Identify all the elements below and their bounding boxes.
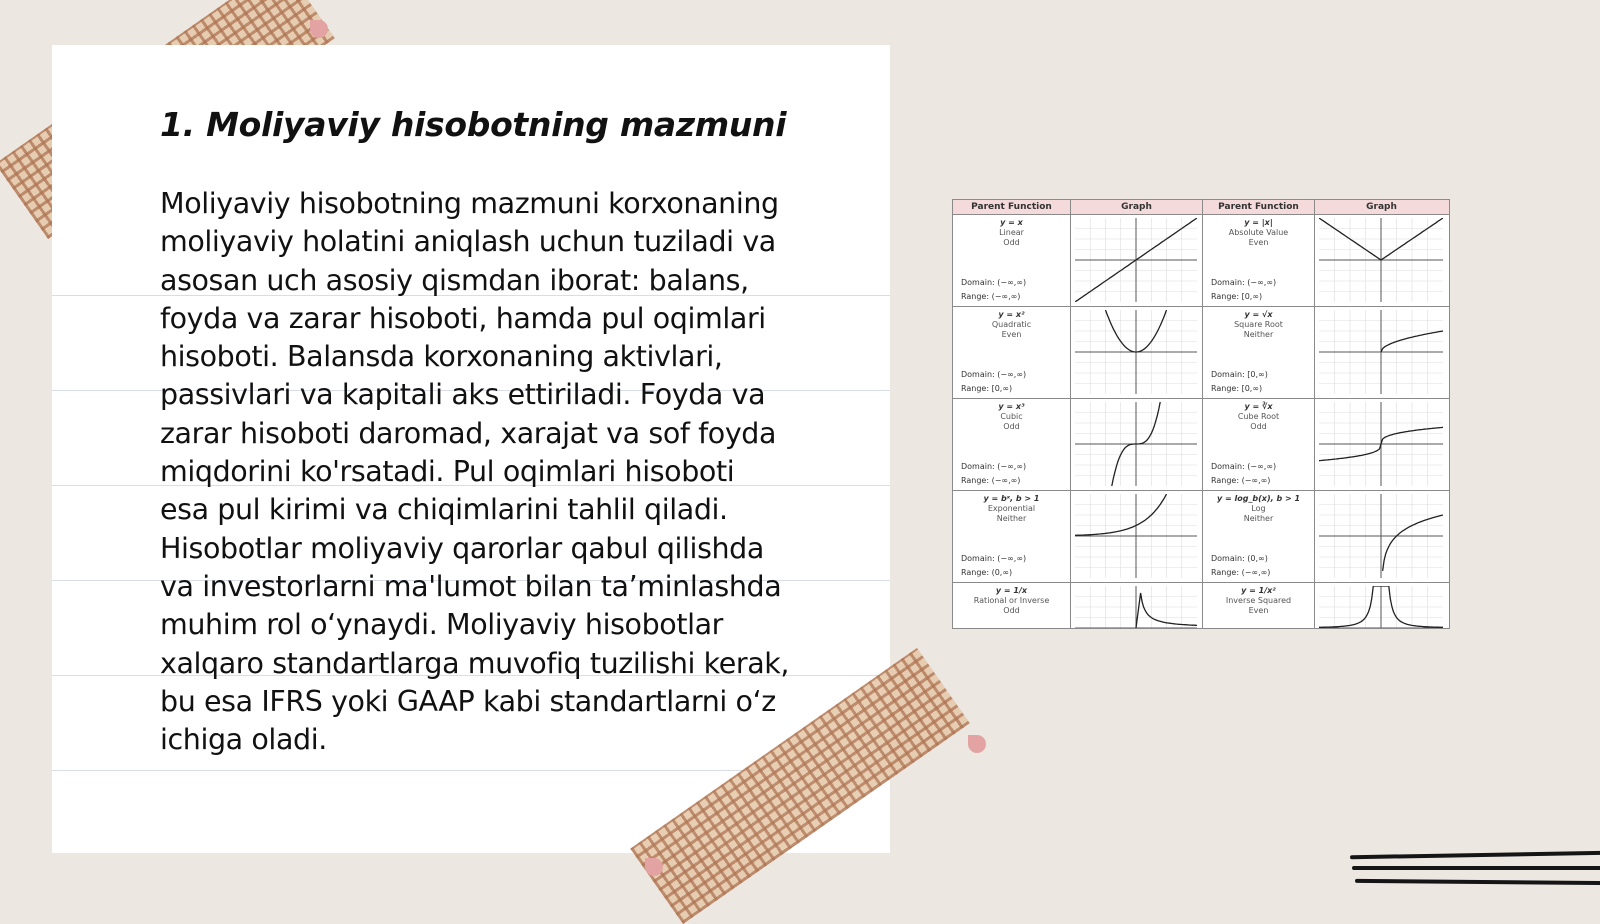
header-cell: Parent Function bbox=[1203, 200, 1315, 214]
function-formula: y = ∛x bbox=[1244, 402, 1273, 411]
function-graph bbox=[1075, 310, 1197, 394]
graph-cell bbox=[1071, 399, 1203, 490]
body-text-line: bu esa IFRS yoki GAAP kabi standartlarni o‘z bbox=[160, 684, 776, 718]
note-paper bbox=[52, 45, 890, 853]
decorative-brush-stroke bbox=[1355, 879, 1600, 885]
body-text-line: xalqaro standartlarga muvofiq tuzilishi kerak, bbox=[160, 646, 790, 680]
function-domain: Domain: (−∞,∞) bbox=[961, 554, 1027, 563]
function-parity: Odd bbox=[1003, 606, 1020, 615]
function-parity: Neither bbox=[1243, 330, 1274, 339]
function-graph bbox=[1075, 494, 1197, 578]
function-kind: Absolute Value bbox=[1228, 228, 1289, 237]
function-curve bbox=[1383, 515, 1443, 571]
graph-cell bbox=[1315, 491, 1448, 582]
function-formula: y = log_b(x), b > 1 bbox=[1216, 494, 1301, 503]
function-graph bbox=[1319, 586, 1443, 629]
function-domain: Domain: (−∞,∞) bbox=[961, 370, 1027, 379]
function-kind: Cube Root bbox=[1237, 412, 1280, 421]
table-row bbox=[953, 307, 1449, 399]
function-formula: y = x² bbox=[998, 310, 1025, 319]
graph-cell bbox=[1071, 215, 1203, 306]
function-parity: Neither bbox=[996, 514, 1027, 523]
function-parity: Neither bbox=[1243, 514, 1274, 523]
graph-cell bbox=[1071, 583, 1203, 629]
function-range: Range: (−∞,∞) bbox=[961, 292, 1021, 301]
body-text-line: muhim rol o‘ynaydi. Moliyaviy hisobotlar bbox=[160, 608, 723, 642]
function-cell bbox=[1203, 583, 1315, 629]
function-formula: y = x bbox=[1000, 218, 1023, 227]
washi-tape-tab bbox=[645, 858, 663, 876]
function-cell bbox=[953, 491, 1071, 582]
body-text-line: asosan uch asosiy qismdan iborat: balans, bbox=[160, 263, 749, 297]
body-text-line: hisoboti. Balansda korxonaning aktivlari, bbox=[160, 340, 723, 374]
body-text-line: Hisobotlar moliyaviy qarorlar qabul qilishda bbox=[160, 531, 764, 565]
body-text-line: ichiga oladi. bbox=[160, 723, 327, 757]
function-graph bbox=[1319, 310, 1443, 394]
function-domain: Domain: (−∞,∞) bbox=[961, 462, 1027, 471]
function-domain: Domain: [0,∞) bbox=[1211, 370, 1268, 379]
body-text-line: passivlari va kapitali aks ettiriladi. Foyda va bbox=[160, 378, 766, 412]
function-kind: Quadratic bbox=[991, 320, 1032, 329]
function-formula: y = √x bbox=[1244, 310, 1273, 319]
function-parity: Odd bbox=[1003, 422, 1020, 431]
function-kind: Exponential bbox=[987, 504, 1036, 513]
function-cell bbox=[1203, 215, 1315, 306]
function-parity: Even bbox=[1001, 330, 1022, 339]
function-formula: y = 1/x² bbox=[1241, 586, 1276, 595]
function-graph bbox=[1075, 402, 1197, 486]
body-text-line: miqdorini ko'rsatadi. Pul oqimlari hisoboti bbox=[160, 455, 735, 489]
function-range: Range: [0,∞) bbox=[1211, 292, 1263, 301]
table-row bbox=[953, 215, 1449, 307]
function-range: Range: (−∞,∞) bbox=[1211, 476, 1271, 485]
function-cell bbox=[1203, 399, 1315, 490]
function-kind: Rational or Inverse bbox=[973, 596, 1050, 605]
function-parity: Even bbox=[1248, 606, 1269, 615]
function-domain: Domain: (−∞,∞) bbox=[1211, 278, 1277, 287]
function-kind: Log bbox=[1251, 504, 1266, 513]
decorative-brush-stroke bbox=[1350, 851, 1600, 860]
table-body bbox=[953, 215, 1449, 629]
function-graph bbox=[1319, 494, 1443, 578]
function-parity: Even bbox=[1248, 238, 1269, 247]
function-domain: Domain: (0,∞) bbox=[1211, 554, 1268, 563]
body-text-line: Moliyaviy hisobotning mazmuni korxonaning bbox=[160, 187, 779, 220]
function-parity: Odd bbox=[1250, 422, 1267, 431]
function-range: Range: (−∞,∞) bbox=[1211, 568, 1271, 577]
function-cell bbox=[953, 215, 1071, 306]
function-graph bbox=[1075, 218, 1197, 302]
function-formula: y = |x| bbox=[1244, 218, 1273, 227]
washi-tape-tab bbox=[310, 20, 328, 38]
function-domain: Domain: (−∞,∞) bbox=[1211, 462, 1277, 471]
function-range: Range: [0,∞) bbox=[961, 384, 1013, 393]
function-range: Range: (0,∞) bbox=[961, 568, 1013, 577]
graph-cell bbox=[1071, 491, 1203, 582]
body-text-line: va investorlarni ma'lumot bilan ta’minlashda bbox=[160, 569, 782, 603]
function-domain: Domain: (−∞,∞) bbox=[961, 278, 1027, 287]
function-cell bbox=[1203, 307, 1315, 398]
slide-body-text bbox=[160, 185, 850, 759]
graph-cell bbox=[1315, 215, 1448, 306]
body-text-line: foyda va zarar hisoboti, hamda pul oqimlari bbox=[160, 301, 766, 335]
function-range: Range: (−∞,∞) bbox=[961, 476, 1021, 485]
function-graph bbox=[1075, 586, 1197, 629]
table-header bbox=[953, 200, 1449, 215]
decorative-brush-stroke bbox=[1352, 866, 1600, 870]
body-text-line: moliyaviy holatini aniqlash uchun tuziladi va bbox=[160, 225, 776, 259]
header-cell: Graph bbox=[1071, 200, 1203, 214]
function-formula: y = 1/x bbox=[995, 586, 1028, 595]
function-formula: y = x³ bbox=[998, 402, 1025, 411]
function-kind: Cubic bbox=[1000, 412, 1023, 421]
function-graph bbox=[1319, 218, 1443, 302]
header-cell: Parent Function bbox=[953, 200, 1071, 214]
table-row bbox=[953, 583, 1449, 629]
function-cell bbox=[953, 399, 1071, 490]
graph-cell bbox=[1071, 307, 1203, 398]
slide-title: 1. Moliyaviy hisobotning mazmuni bbox=[160, 105, 787, 144]
function-kind: Inverse Squared bbox=[1225, 596, 1292, 605]
header-cell: Graph bbox=[1366, 202, 1397, 212]
function-graph bbox=[1319, 402, 1443, 486]
washi-tape-tab bbox=[968, 735, 986, 753]
graph-cell bbox=[1315, 583, 1448, 629]
function-cell bbox=[1203, 491, 1315, 582]
body-text-line: zarar hisoboti daromad, xarajat va sof foyda bbox=[160, 416, 777, 450]
function-kind: Square Root bbox=[1234, 320, 1283, 329]
graph-cell bbox=[1315, 307, 1448, 398]
table-row bbox=[953, 491, 1449, 583]
function-cell bbox=[953, 583, 1071, 629]
function-range: Range: [0,∞) bbox=[1211, 384, 1263, 393]
function-cell bbox=[953, 307, 1071, 398]
function-kind: Linear bbox=[999, 228, 1024, 237]
function-parity: Odd bbox=[1003, 238, 1020, 247]
parent-functions-table-image bbox=[952, 199, 1450, 629]
graph-cell bbox=[1315, 399, 1448, 490]
function-formula: y = bˣ, b > 1 bbox=[983, 494, 1040, 503]
table-row bbox=[953, 399, 1449, 491]
body-text-line: esa pul kirimi va chiqimlarini tahlil qiladi. bbox=[160, 493, 728, 527]
